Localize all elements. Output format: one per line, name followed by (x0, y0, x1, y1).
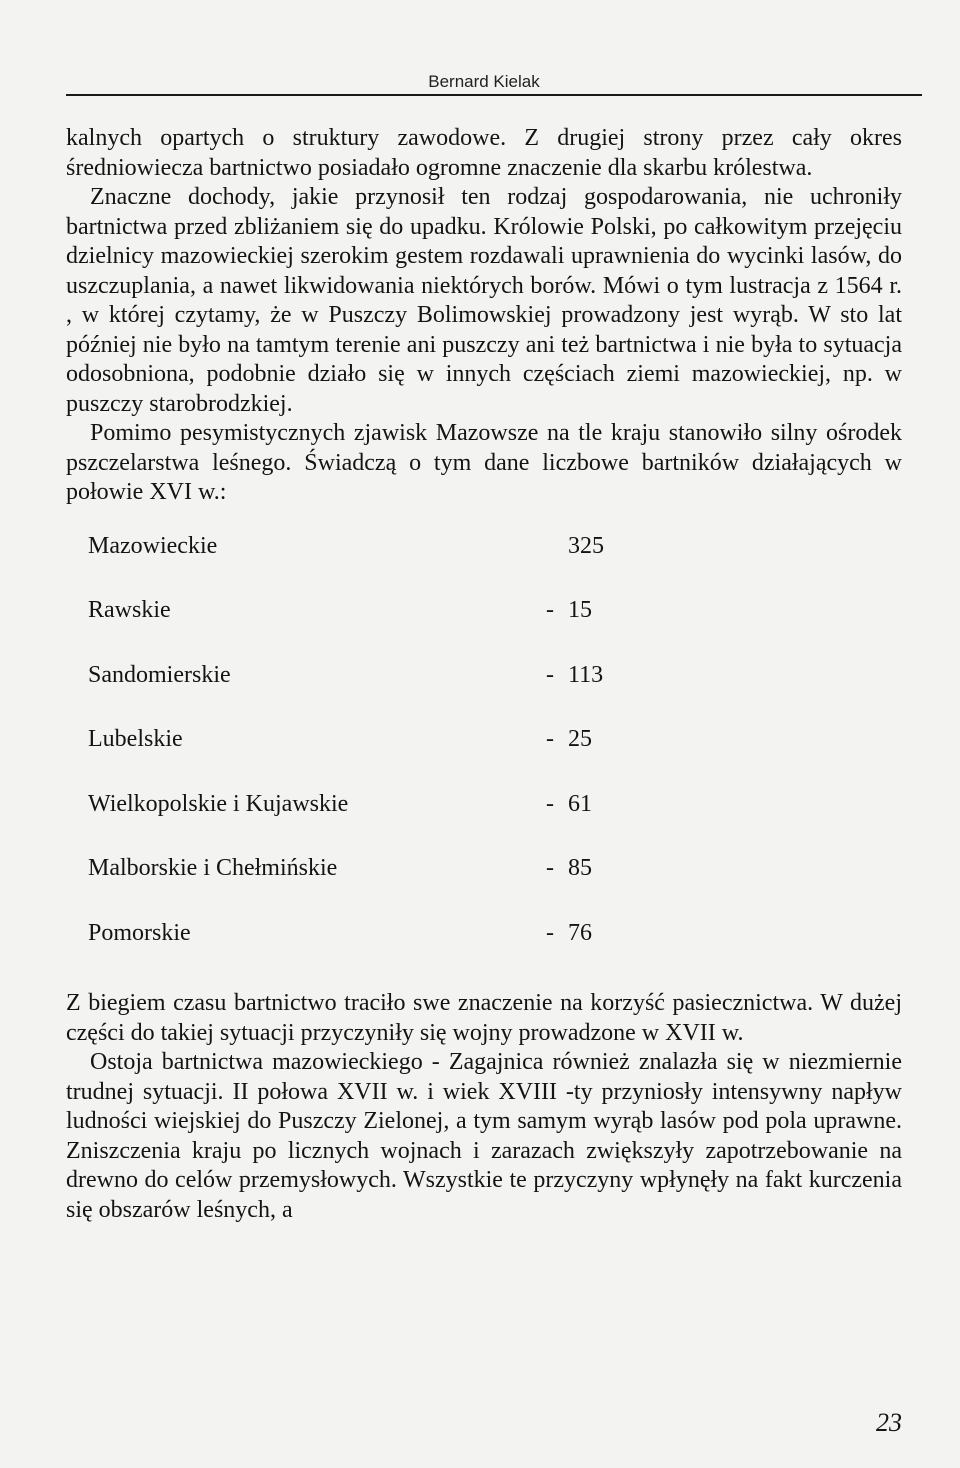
region-dash: - (546, 661, 554, 688)
region-count: 61 (568, 790, 592, 817)
page-body (66, 124, 902, 1225)
table-row (88, 596, 688, 661)
region-name: Lubelskie (88, 726, 183, 752)
table-row (88, 532, 688, 597)
region-dash: - (546, 597, 554, 623)
region-name: Malborskie i Chełmińskie (88, 855, 338, 881)
running-header: Bernard Kielak (428, 72, 540, 91)
region-dash: - (546, 855, 554, 881)
region-count: 15 (568, 597, 592, 623)
paragraph: kalnych opartych o struktury zawodowe. Z drugiej strony przez cały okres średniowiecza bartnictwo posiadało ogromne znaczenie dla skarbu królestwa. (66, 125, 902, 181)
paragraph: Znaczne dochody, jakie przynosił ten rodzaj gospodarowania, nie uchroniły bartnictwa przed zbliżaniem się do upadku. Królowie Polski, po całkowitym przejęciu dzielnicy mazowieckiej szerokim gestem rozdawali uprawnienia do wycinki lasów, do uszczuplania, a nawet likwidowania niektórych borów. Mówi o tym lustracja z 1564 r. , w której czytamy, że w Puszczy Bolimowskiej prowadzony jest wyrąb. W sto lat później nie było na tamtym terenie ani puszczy ani też bartnictwa i nie była to sytuacja odosobniona, podobnie działo się w innych częściach ziemi mazowieckiej, np. w puszczy starobrodzkiej. (66, 184, 902, 417)
region-count: 325 (568, 532, 604, 559)
region-count: 25 (568, 726, 592, 752)
region-dash: - (546, 726, 554, 752)
table-row (88, 919, 688, 984)
paragraph: Ostoja bartnictwa mazowieckiego - Zagajnica również znalazła się w niezmiernie trudnej sytuacji. II połowa XVII w. i wiek XVIII -ty przyniosły intensywny napływ ludności wiejskiej do Puszczy Zielonej, a tym samym wyrąb lasów pod pola uprawne. Zniszczenia kraju po licznych wojnach i zarazach zwiększyły zapotrzebowanie na drewno do celów przemysłowych. Wszystkie te przyczyny wpłynęły na fakt kurczenia się obszarów leśnych, a (66, 1049, 902, 1223)
table-row (88, 725, 688, 790)
table-row (88, 790, 688, 855)
paragraph: Pomimo pesymistycznych zjawisk Mazowsze na tle kraju stanowiło silny ośrodek pszczelarstwa leśnego. Świadczą o tym dane liczbowe bartników działających w połowie XVI w.: (66, 420, 902, 505)
region-count: 76 (568, 919, 592, 946)
beekeepers-by-region-table (88, 532, 688, 984)
region-dash (546, 532, 568, 597)
table-row (88, 661, 688, 726)
header-rule (66, 94, 922, 96)
region-name: Mazowieckie (88, 532, 218, 559)
region-count: 85 (568, 855, 592, 881)
region-name: Sandomierskie (88, 661, 231, 688)
region-name: Pomorskie (88, 919, 191, 946)
region-name: Rawskie (88, 597, 171, 623)
region-dash: - (546, 919, 554, 946)
region-count: 113 (568, 661, 604, 688)
region-name: Wielkopolskie i Kujawskie (88, 790, 349, 817)
page-number: 23 (876, 1408, 902, 1437)
paragraph: Z biegiem czasu bartnictwo traciło swe znaczenie na korzyść pasiecznictwa. W dużej części do takiej sytuacji przyczyniły się wojny prowadzone w XVII w. (66, 990, 902, 1046)
region-dash: - (546, 790, 554, 817)
table-row (88, 854, 688, 919)
